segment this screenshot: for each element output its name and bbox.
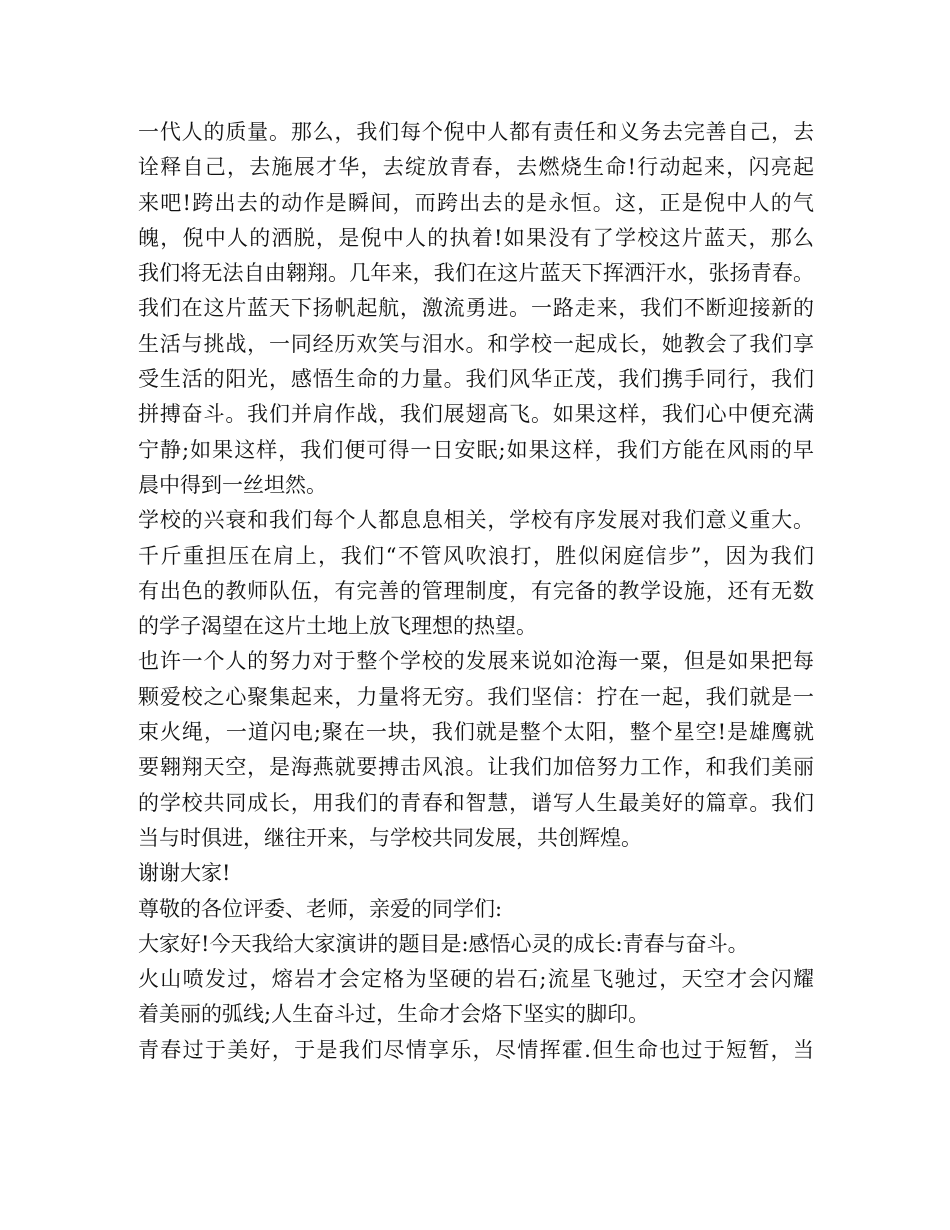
text-line: 束火绳，一道闪电;聚在一块，我们就是整个太阳，整个星空!是雄鹰就 [138,720,814,745]
text-line: 诠释自己，去施展才华，去绽放青春，去燃烧生命!行动起来，闪亮起 [138,155,814,180]
text-line: 的学子渴望在这片土地上放飞理想的热望。 [138,614,537,639]
text-line: 一代人的质量。那么，我们每个倪中人都有责任和义务去完善自己，去 [138,120,814,144]
text-line: 受生活的阳光，感悟生命的力量。我们风华正茂，我们携手同行，我们 [138,367,814,392]
text-line: 大家好!今天我给大家演讲的题目是:感悟心灵的成长:青春与奋斗。 [138,931,749,956]
text-line: 尊敬的各位评委、老师，亲爱的同学们: [138,896,503,921]
text-line: 魄，倪中人的洒脱，是倪中人的执着!如果没有了学校这片蓝天，那么 [138,225,814,250]
text-line: 晨中得到一丝坦然。 [138,472,327,497]
text-line: 千斤重担压在肩上，我们“不管风吹浪打，胜似闲庭信步”，因为我们 [138,543,814,568]
text-line: 颗爱校之心聚集起来，力量将无穷。我们坚信：拧在一起，我们就是一 [138,684,814,709]
text-line: 我们将无法自由翱翔。几年来，我们在这片蓝天下挥洒汗水，张扬青春。 [138,261,814,286]
text-line: 宁静;如果这样，我们便可得一日安眠;如果这样，我们方能在风雨的早 [138,437,814,462]
text-line: 我们在这片蓝天下扬帆起航，激流勇进。一路走来，我们不断迎接新的 [138,296,814,321]
text-line: 当与时俱进，继往开来，与学校共同发展，共创辉煌。 [138,825,642,850]
text-line: 要翱翔天空，是海燕就要搏击风浪。让我们加倍努力工作，和我们美丽 [138,755,814,780]
text-line: 着美丽的弧线;人生奋斗过，生命才会烙下坚实的脚印。 [138,1002,650,1027]
document-body [138,115,814,1068]
text-line: 来吧!跨出去的动作是瞬间，而跨出去的是永恒。这，正是倪中人的气 [138,190,814,215]
text-line: 生活与挑战，一同经历欢笑与泪水。和学校一起成长，她教会了我们享 [138,331,814,356]
text-line: 学校的兴衰和我们每个人都息息相关，学校有序发展对我们意义重大。 [138,508,814,533]
text-line: 也许一个人的努力对于整个学校的发展来说如沧海一粟，但是如果把每 [138,649,814,674]
text-line: 火山喷发过，熔岩才会定格为坚硬的岩石;流星飞驰过，天空才会闪耀 [138,967,814,992]
text-line: 青春过于美好，于是我们尽情享乐，尽情挥霍.但生命也过于短暂，当 [138,1037,814,1062]
text-line: 拼搏奋斗。我们并肩作战，我们展翅高飞。如果这样，我们心中便充满 [138,402,814,427]
text-line: 有出色的教师队伍，有完善的管理制度，有完备的教学设施，还有无数 [138,578,814,603]
text-line: 谢谢大家! [138,861,231,886]
text-line: 的学校共同成长，用我们的青春和智慧，谱写人生最美好的篇章。我们 [138,790,814,815]
